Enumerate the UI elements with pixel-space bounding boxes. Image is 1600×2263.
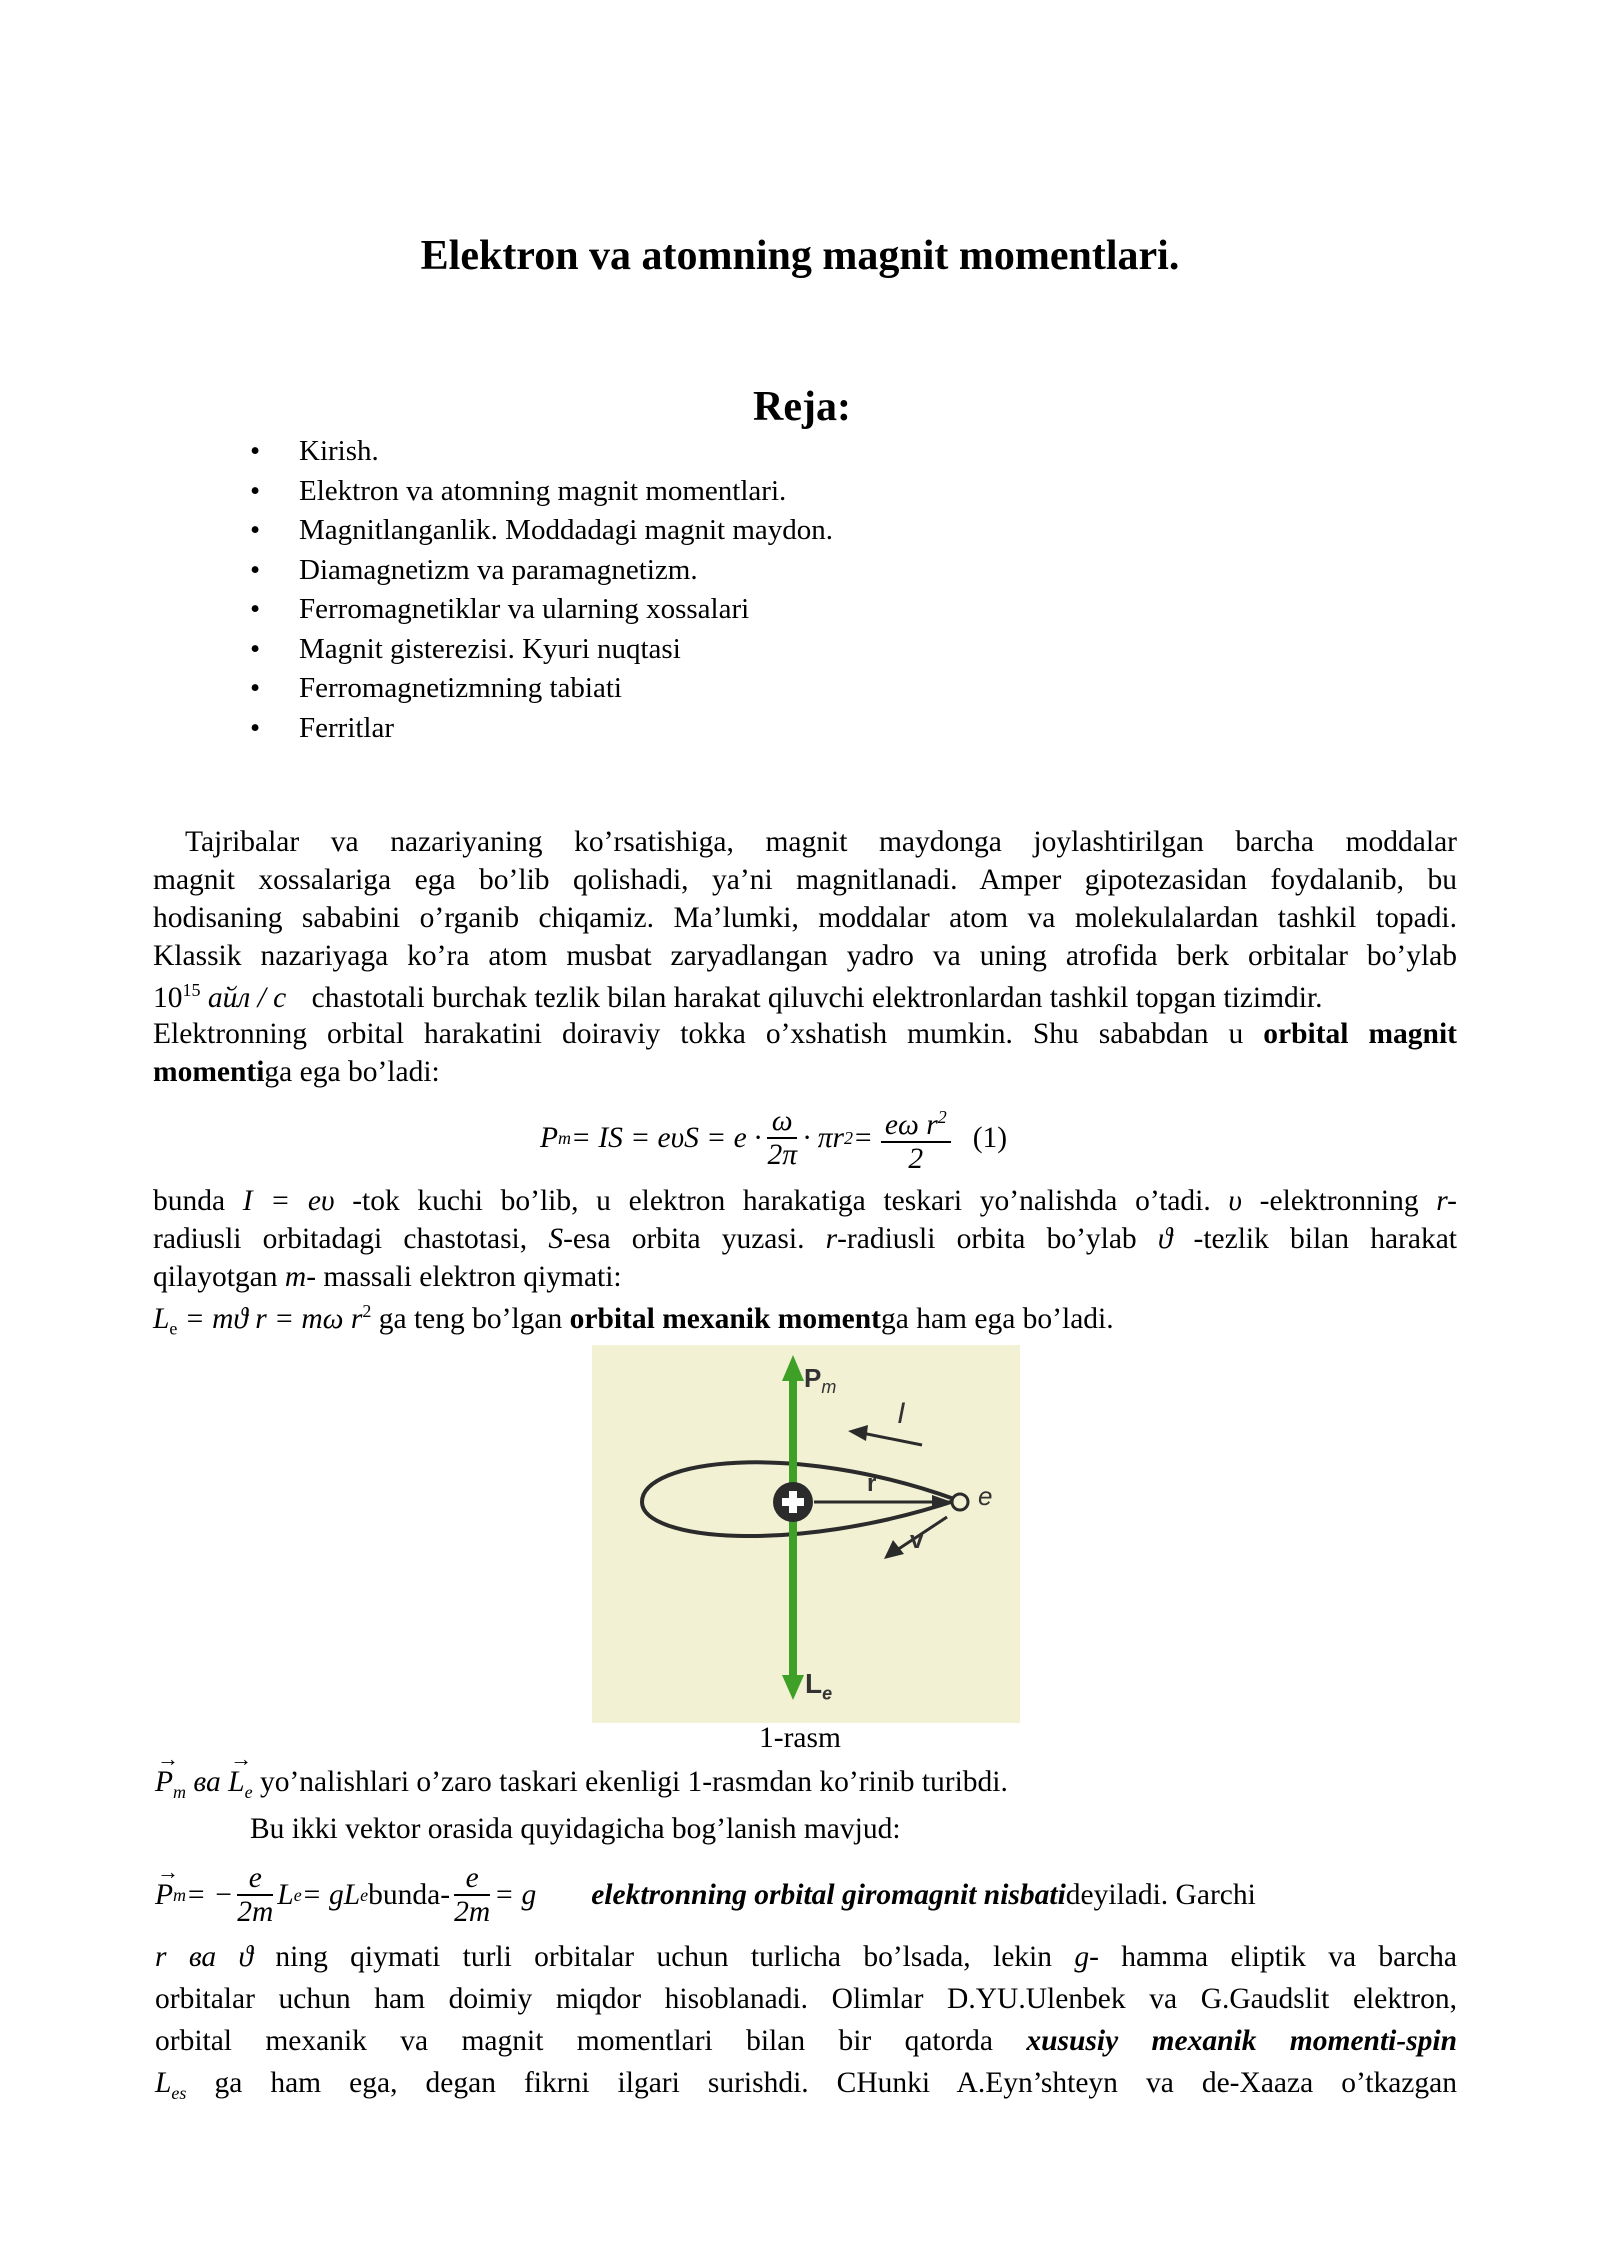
paragraph-line: orbitalar uchun ham doimiy miqdor hisoblanadi. Olimlar D.YU.Ulenbek va G.Gaudslit elektron, — [155, 1983, 1457, 2015]
plan-item: • Ferromagnetizmning tabiati — [250, 669, 833, 709]
paragraph-line: qilayotgan m- massali elektron qiymati: — [153, 1261, 622, 1293]
figure-caption: 1-rasm — [759, 1722, 841, 1754]
plan-item: • Elektron va atomning magnit momentlari. — [250, 472, 833, 512]
paragraph-line: r ва ϑ ning qiymati turli orbitalar uchun turlicha bo’lsada, lekin g- hamma eliptik va barcha — [155, 1941, 1458, 1973]
plan-item: • Magnitlanganlik. Moddadagi magnit maydon. — [250, 511, 833, 551]
electron — [952, 1494, 968, 1510]
paragraph-line: Tajribalar va nazariyaning ko’rsatishiga, magnit maydonga joylashtirilgan barcha moddalar — [185, 826, 1457, 858]
page-title: Elektron va atomning magnit momentlari. — [420, 233, 1180, 279]
plan-item: • Diamagnetizm va paramagnetizm. — [250, 551, 833, 591]
paragraph-line: bunda I = eυ -tok kuchi bo’lib, u elektron harakatiga teskari yo’nalishda o’tadi. υ -elektronning r- — [153, 1185, 1457, 1217]
plan-item: • Ferromagnetiklar va ularning xossalari — [250, 590, 833, 630]
paragraph-line: $L_{es}$ ga ham ega, degan fikrni ilgari surishdi. CHunki A.Eyn’shteyn va de-Xaaza o’tkazgan — [155, 2067, 1457, 2103]
paragraph-line: orbital mexanik va magnit momentlari bilan bir qatorda xususiy mexanik momenti-spin — [155, 2025, 1457, 2057]
paragraph-line: Elektronning orbital harakatini doiraviy tokka o’xshatish mumkin. Shu sababdan u orbital magnit — [153, 1018, 1457, 1050]
pm-vector: → P — [155, 1746, 179, 1798]
orbit-diagram — [592, 1345, 1020, 1723]
current-label: I — [897, 1397, 906, 1430]
pm-label: $P_m$ — [804, 1363, 837, 1398]
paragraph-line: → $P_m$ ва → $L_e$ yo’nalishlari o’zaro taskari ekenligi 1-rasmdan ko’rinib turibdi. — [155, 1746, 1008, 1802]
frequency-unit: айл / с — [207, 981, 287, 1014]
paragraph-line: radiusli orbitadagi chastotasi, S-esa orbita yuzasi. r-radiusli orbita bo’ylab ϑ -tezlik bilan harakat — [153, 1223, 1457, 1255]
paragraph-line: momentiga ega bo’ladi: — [153, 1056, 440, 1088]
radius-label: r — [867, 1470, 877, 1497]
orbit-figure — [592, 1345, 1020, 1723]
electron-label: e — [978, 1481, 993, 1511]
plan-item: • Kirish. — [250, 432, 833, 472]
paragraph-line: hodisaning sababini o’rganib chiqamiz. Ma’lumki, moddalar atom va molekulalardan tashkil topadi. — [153, 902, 1457, 934]
paragraph-line: Bu ikki vektor orasida quyidagicha bog’lanish mavjud: — [250, 1813, 901, 1845]
frequency-value: $10^{15}$ — [153, 980, 201, 1014]
equation-2: → P m = − $\frac{e}{2m}$ L e = gL e bunda- $\frac{e}{2m}$ = g elektronning orbital giromagnit nisbati deyiladi. Garchi — [155, 1858, 1256, 1928]
equation-1: P m = IS = eυS = e · $\frac{\omega}{2\pi}$ · πr 2 = $\frac{e\omega r^2}{2}$ (1) — [540, 1098, 1007, 1178]
le-label: $L_e$ — [805, 1668, 833, 1704]
le-vector: → L — [228, 1746, 253, 1798]
paragraph-line: Klassik nazariyaga ko’ra atom musbat zaryadlangan yadro va uning atrofida berk orbitalar bo’ylab — [153, 940, 1457, 972]
velocity-label: v — [910, 1527, 924, 1554]
paragraph-line: $10^{15}$ айл / с chastotali burchak tezlik bilan harakat qiluvchi elektronlardan tashkil topgan tizimdir. — [153, 980, 1323, 1014]
plan-item: • Magnit gisterezisi. Kyuri nuqtasi — [250, 630, 833, 670]
plan-heading: Reja: — [753, 384, 851, 430]
plan-item: • Ferritlar — [250, 709, 833, 749]
plan-list — [250, 432, 833, 748]
paragraph-line: magnit xossalariga ega bo’lib qolishadi, ya’ni magnitlanadi. Amper gipotezasidan foydalanib, bu — [153, 864, 1457, 896]
paragraph-line: $L_e = mϑ$ r = mω $r^2$ ga teng bo’lgan orbital mexanik momentga ham ega bo’ladi. — [153, 1301, 1114, 1339]
pm-arrowhead — [782, 1355, 804, 1381]
current-arrow — [862, 1433, 922, 1445]
le-arrowhead — [782, 1675, 804, 1700]
